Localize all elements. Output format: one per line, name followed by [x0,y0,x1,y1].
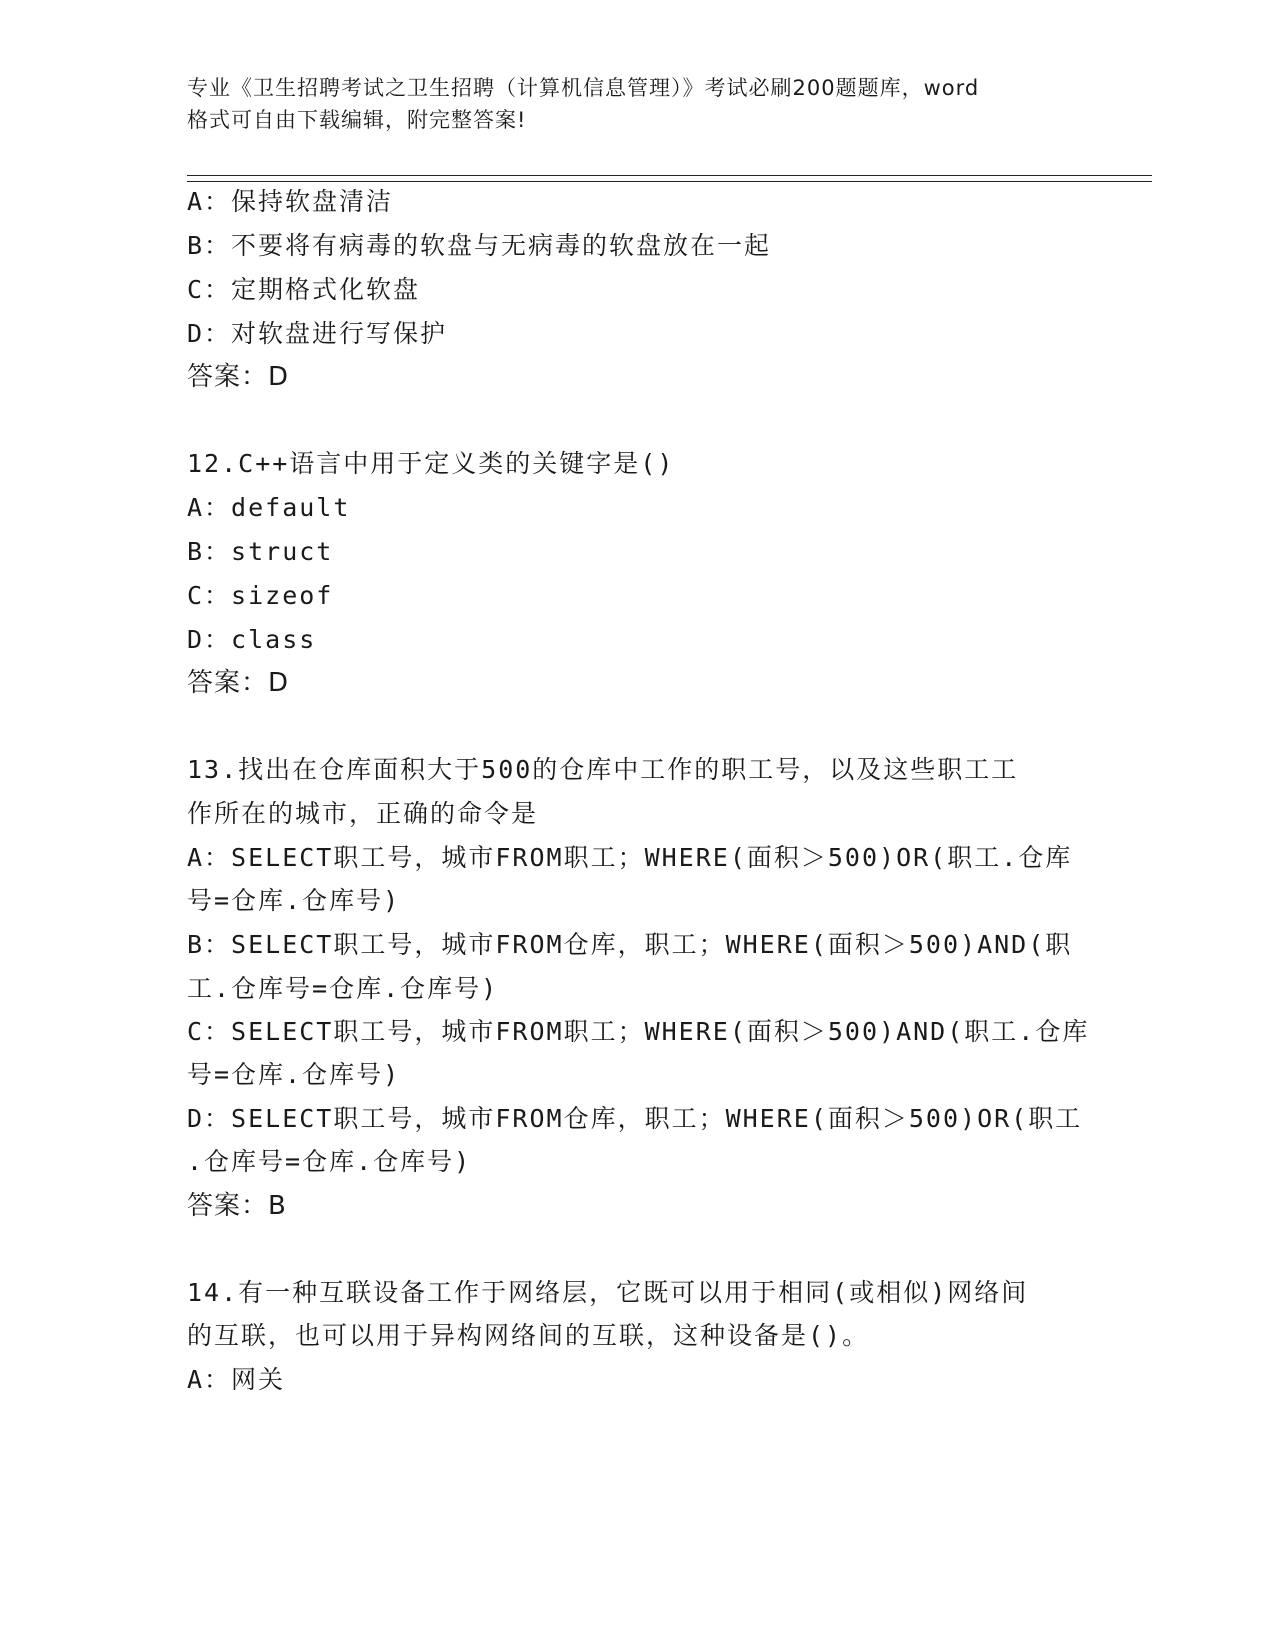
q13-option-b-line-2: 工.仓库号=仓库.仓库号) [187,974,499,1003]
q11-answer: 答案：D [187,362,290,392]
q13-option-d-line-2: .仓库号=仓库.仓库号) [187,1147,472,1176]
q13-option-a-line-1: A：SELECT职工号，城市FROM职工；WHERE(面积＞500)OR(职工.仓库 [187,843,1073,872]
q13-question-line-1: 13.找出在仓库面积大于500的仓库中工作的职工号，以及这些职工工 [187,755,1019,784]
q13-answer: 答案：B [187,1191,287,1221]
header-divider-bottom [187,181,1152,182]
q14-question-line-2: 的互联，也可以用于异构网络间的互联，这种设备是()。 [187,1321,870,1350]
q13-option-a-line-2: 号=仓库.仓库号) [187,886,401,915]
q12-option-c: C：sizeof [187,581,334,610]
q14-question-line-1: 14.有一种互联设备工作于网络层，它既可以用于相同(或相似)网络间 [187,1278,1029,1307]
q11-option-d: D：对软盘进行写保护 [187,319,448,348]
q12-answer: 答案：D [187,668,290,698]
q12-option-b: B：struct [187,537,334,566]
header-divider-top [187,175,1152,176]
q12-option-d: D：class [187,625,317,654]
q11-option-c: C：定期格式化软盘 [187,275,421,304]
q12-question: 12.C++语言中用于定义类的关键字是() [187,449,675,478]
header-line-1: 专业《卫生招聘考试之卫生招聘（计算机信息管理）》考试必刷200题题库，word [187,76,980,100]
q12-option-a: A：default [187,493,351,522]
q13-option-d-line-1: D：SELECT职工号，城市FROM仓库，职工；WHERE(面积＞500)OR(职工 [187,1104,1083,1133]
document-header [187,72,1087,136]
q13-question-line-2: 作所在的城市，正确的命令是 [187,799,539,828]
q11-option-b: B：不要将有病毒的软盘与无病毒的软盘放在一起 [187,231,772,260]
q14-option-a: A：网关 [187,1365,286,1394]
q11-option-a: A：保持软盘清洁 [187,187,394,216]
header-line-2: 格式可自由下载编辑，附完整答案! [187,108,527,132]
q13-option-c-line-1: C：SELECT职工号，城市FROM职工；WHERE(面积＞500)AND(职工.仓库 [187,1017,1090,1046]
q13-option-b-line-1: B：SELECT职工号，城市FROM仓库，职工；WHERE(面积＞500)AND(职 [187,930,1073,959]
q13-option-c-line-2: 号=仓库.仓库号) [187,1060,401,1089]
